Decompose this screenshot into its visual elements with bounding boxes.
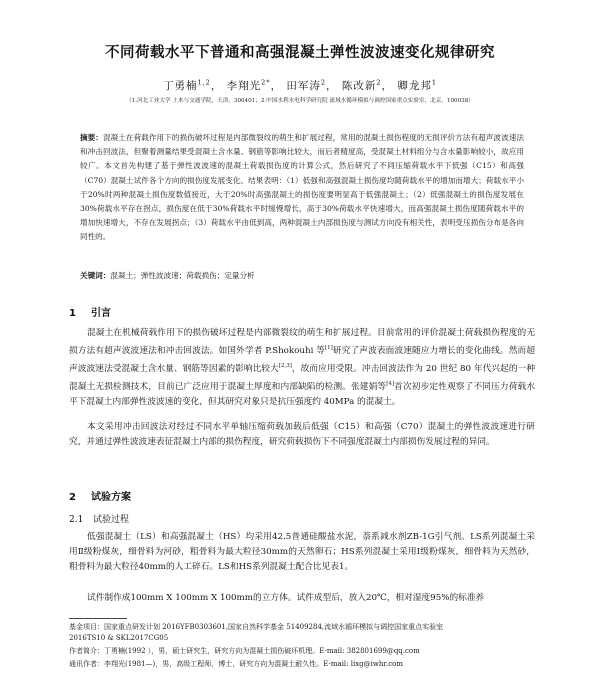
section-title: 引言 xyxy=(91,308,111,319)
method-paragraph-1: 低强混凝土（LS）和高强混凝土（HS）均采用42.5普通硅酸盐水泥，萘系减水剂ZB-1G引气剂。LS系列混凝土采用Ⅱ级粉煤灰，细骨料为河砂，粗骨料为最大粒径30mm的天然卵石；HS系列混凝土采用Ⅰ级粉煤灰，细骨料为天然砂，粗骨料为最大粒径40mm的人工碎石。LS和HS系列混凝土配合比见表1。 xyxy=(69,532,535,573)
abstract xyxy=(80,131,524,245)
section-number: 1 xyxy=(69,308,76,319)
intro-text: 首次初步定性观察了不同压力荷载水平下混凝土内部弹性波波速的变化，但其研究对象只是抗压强度约 40MPa 的混凝土。 xyxy=(69,382,536,408)
footnote-funding: 基金项目：国家重点研发计划 2016YFB0303601,国家自然科学基金 51409284,流域水循环模拟与调控国家重点实验室 xyxy=(69,623,444,631)
section-heading-method xyxy=(69,488,131,503)
abstract-text: 混凝土在荷载作用下的损伤破坏过程是内部微裂纹的萌生和扩展过程，常用的混凝土损伤程度的无损评价方法有超声波波速法和冲击回波法，但聚着测量结果受混凝土含水量、钢筋等影响比较大，而后者精度高，受混凝土材料组分与含水量影响较小，故应用较广。本文首先构建了基于弹性波波速的混凝土荷载损伤度的计算公式，然后研究了不同压缩荷载水平下低强（C15）和高强（C70）混凝土试件各个方向的损伤度发展变化。结果表明：（1）低强和高强混凝土损伤度均随荷载水平的增加而增大；荷载水平小于20%时两种混凝土损伤度数值接近，大于20%时高强混凝土的损伤度要明显高于低强混凝土；（2）低强混凝土的损伤度发展在30%荷载水平存在拐点，损伤度在低于30%荷载水平时缓慢增长，高于30%荷载水平快速增大，而高强混凝土损伤度随荷载水平的增加快速增大，不存在发展拐点；（3）荷载水平由低到高，两种混凝土内部损伤度与测试方向没有相关性，表明受压损伤分布是各向同性的。 xyxy=(80,133,524,242)
author-affil-mark: 2 xyxy=(320,78,327,87)
footnote-first-author: 作者简介：丁勇楠(1992 ），男，硕士研究生，研究方向为混凝土损伤破坏机理。E-mail: 382801699@qq.com xyxy=(69,647,420,655)
citation-ref: [4] xyxy=(386,381,395,388)
author-affil-mark: 2* xyxy=(261,78,271,87)
author-affil-mark: 1,2 xyxy=(197,78,211,87)
citation-ref: [1] xyxy=(325,345,333,352)
intro-text: 研究了声波表面波速随应力增长的变化曲线。然而超声波波速法受混凝土含水量、钢筋等因素的影响比较大 xyxy=(69,346,536,375)
section-heading-introduction xyxy=(69,304,111,319)
section-number: 2 xyxy=(69,492,76,503)
footnote-corresponding-author: 通讯作者：李翔光(1981—)，男，高级工程师，博士，研究方向为混凝土耐久性。E-mail: lixg@iwhr.com xyxy=(69,660,403,668)
keywords-text: 混凝土；弹性波波速；荷载损伤；定量分析 xyxy=(110,271,255,280)
abstract-label: 摘要： xyxy=(80,133,103,142)
keywords-label: 关键词： xyxy=(80,271,111,280)
footnote-funding-cont: 2016TS10 & SKL2017CG05 xyxy=(69,634,169,642)
author-name: 李翔光 xyxy=(226,80,262,92)
author-affil-mark: 2 xyxy=(376,78,382,87)
paper-title: 不同荷载水平下普通和高强混凝土弹性波波速变化规律研究 xyxy=(105,45,495,61)
intro-text: 混凝土在机械荷载作用下的损伤破坏过程是内部微裂纹的萌生和扩展过程。目前常用的评价混凝土荷载损伤程度的无损方法有超声波波速法和冲击回波法。如国外学者 P.Shokouhi 等 xyxy=(69,328,535,357)
citation-ref: [2,3] xyxy=(278,363,292,370)
subsection-number: 2.1 xyxy=(69,515,84,525)
author-affil-mark: 1 xyxy=(431,78,438,87)
intro-paragraph-2: 本文采用冲击回波法对经过不同水平单轴压缩荷载加载后低强（C15）和高强（C70）混凝土的弹性波波速进行研究，并通过弹性波波速表征混凝土内部的损伤程度，研究荷载损伤下不同强度混凝土内部损伤发展过程的异同。 xyxy=(69,422,535,448)
affiliation: （1.河北工业大学 土木与交通学院，天津，300401；2.中国水利水电科学研究院 流域水循环模拟与调控国家重点实验室，北京，100038） xyxy=(126,98,474,104)
subsection-heading-procedure xyxy=(69,512,129,525)
intro-paragraph-1 xyxy=(69,326,535,411)
author-name: 丁勇楠 xyxy=(162,80,198,92)
method-paragraph-2: 试件制作成100mm X 100mm X 100mm的立方体。试件成型后，放入20℃，相对湿度95%的标准养 xyxy=(87,593,485,603)
author-name: 田军涛 xyxy=(286,80,321,92)
subsection-title: 试验过程 xyxy=(93,515,130,525)
author-name: 陈改新 xyxy=(341,80,377,92)
author-list: 丁勇楠$^{1,2}$， 李翔光$^{2*}$， 田军涛$^2$， 陈改新$^2$， 卿龙邦$^1$ xyxy=(162,78,438,92)
footnote-divider xyxy=(69,618,127,619)
author-name: 卿龙邦 xyxy=(397,80,432,92)
intro-text: ，故而应用受限。冲击回波法作为 20 世纪 80 年代兴起的一种混凝土无损检测技术，目前已广泛应用于混凝土厚度和内部缺陷的检测。张建娟等 xyxy=(69,364,536,393)
keywords xyxy=(80,270,524,281)
section-title: 试验方案 xyxy=(91,492,131,503)
